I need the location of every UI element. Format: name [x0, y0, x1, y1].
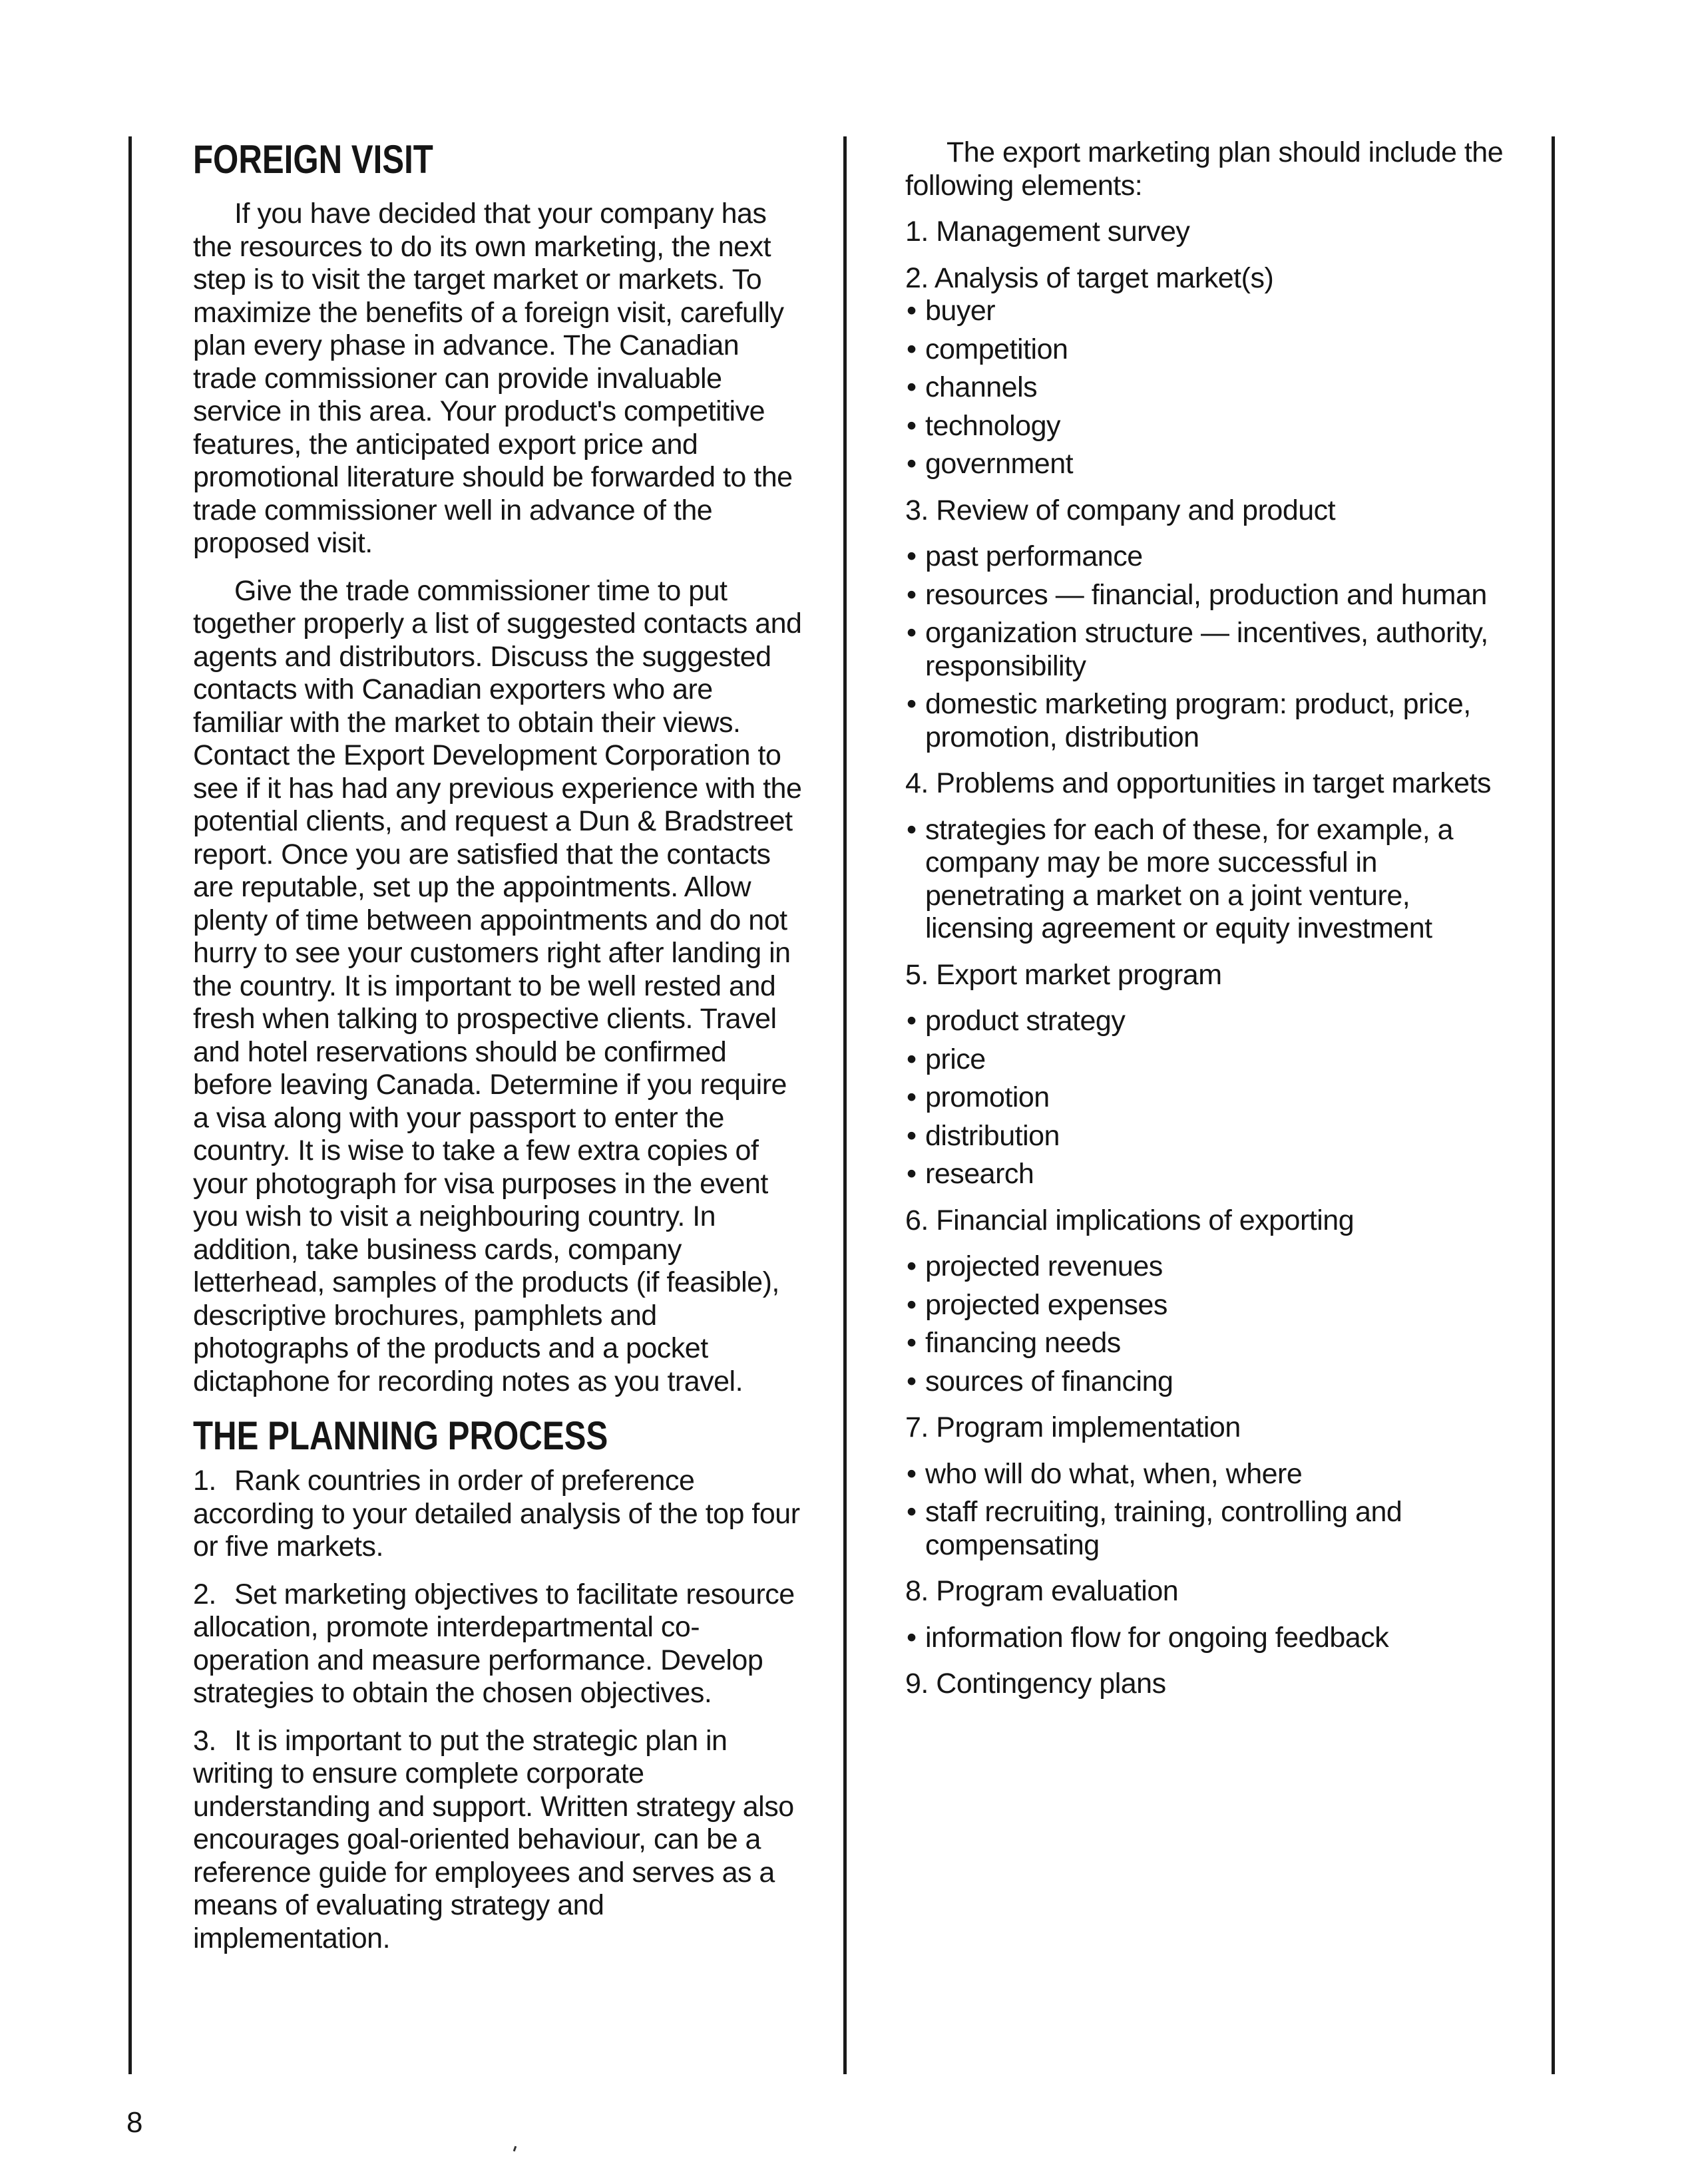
- foreign-visit-paragraph: Give the trade commissioner time to put together properly a list of suggested contacts and agents and distributors. Discuss the suggested contacts with Canadian exporters who are familiar with the market to obtain their views. Contact the Export Development Corporation to see if it has had any previous experience with the potential clients, and request a Dun & Bradstreet report. Once you are satisfied that the contacts are reputable, set up the appointments. Allow plenty of time between appointments and do not hurry to see your customers right after landing in the country. It is important to be well rested and fresh when talking to prospective clients. Travel and hotel reservations should be confirmed before leaving Canada. Determine if you require a visa along with your passport to enter the country. It is wise to take a few extra copies of your photograph for visa purposes in the event you wish to visit a neighbouring country. In addition, take business cards, company letterhead, samples of the products (if feasible), descriptive brochures, pamphlets and photographs of the products and a pocket dictaphone for recording notes as you travel.: [193, 574, 802, 1397]
- plan-bullet-text: channels: [925, 371, 1038, 403]
- plan-bullet-text: government: [925, 448, 1074, 480]
- planning-process-heading: THE PLANNING PROCESS: [193, 1413, 608, 1458]
- planning-step: [193, 1578, 802, 1710]
- bullet-icon: •: [907, 333, 917, 365]
- planning-step-text: Set marketing objectives to facilitate resource allocation, promote interdepartmental co-operation and measure performance. Develop strategies to obtain the chosen objectives.: [193, 1578, 795, 1709]
- foreign-visit-heading: FOREIGN VISIT: [193, 137, 433, 182]
- plan-bullet-item: [905, 1081, 1524, 1115]
- plan-bullet-list: [905, 1622, 1524, 1655]
- bullet-icon: •: [907, 1621, 917, 1654]
- plan-bullet-item: [905, 814, 1524, 946]
- planning-step-number: 2.: [193, 1578, 216, 1610]
- plan-bullet-list: [905, 295, 1524, 481]
- plan-bullet-item: [905, 295, 1524, 328]
- plan-bullet-text: product strategy: [925, 1005, 1126, 1037]
- bullet-icon: •: [907, 813, 917, 846]
- plan-section-heading: 2. Analysis of target market(s): [905, 262, 1274, 294]
- plan-bullet-item: [905, 333, 1524, 367]
- plan-bullet-text: domestic marketing program: product, price, promotion, distribution: [925, 688, 1471, 753]
- planning-step-text: Rank countries in order of preference according to your detailed analysis of the top four or five markets.: [193, 1465, 800, 1562]
- bullet-icon: •: [907, 1158, 917, 1190]
- plan-bullet-text: financing needs: [925, 1327, 1121, 1359]
- plan-bullet-text: technology: [925, 409, 1060, 442]
- bullet-icon: •: [907, 1005, 917, 1037]
- plan-bullet-item: [905, 1622, 1524, 1655]
- right-column: [905, 136, 1524, 1714]
- plan-bullet-item: [905, 1327, 1524, 1360]
- left-column: [193, 136, 802, 1970]
- bullet-icon: •: [907, 1365, 917, 1397]
- plan-elements-list: [905, 216, 1524, 1701]
- plan-bullet-item: [905, 1365, 1524, 1399]
- plan-bullet-item: [905, 448, 1524, 481]
- planning-step-number: 1.: [193, 1465, 216, 1497]
- plan-bullet-text: information flow for ongoing feedback: [925, 1621, 1389, 1654]
- plan-bullet-text: staff recruiting, training, controlling and compensating: [925, 1496, 1402, 1561]
- plan-bullet-text: distribution: [925, 1119, 1060, 1152]
- bullet-icon: •: [907, 409, 917, 442]
- plan-bullet-item: [905, 1289, 1524, 1322]
- bullet-icon: •: [907, 1327, 917, 1359]
- plan-bullet-text: sources of financing: [925, 1365, 1173, 1397]
- plan-bullet-text: research: [925, 1158, 1034, 1190]
- plan-bullet-text: projected expenses: [925, 1288, 1167, 1321]
- bullet-icon: •: [907, 688, 917, 720]
- plan-bullet-text: competition: [925, 333, 1068, 365]
- plan-bullet-text: resources — financial, production and human: [925, 578, 1487, 611]
- plan-bullet-text: who will do what, when, where: [925, 1457, 1303, 1490]
- plan-bullet-item: [905, 1005, 1524, 1038]
- plan-bullet-item: [905, 540, 1524, 574]
- scan-speck: [513, 2146, 517, 2152]
- bullet-icon: •: [907, 371, 917, 403]
- plan-section-heading: 3. Review of company and product: [905, 494, 1336, 526]
- bullet-icon: •: [907, 617, 917, 649]
- plan-intro-text: The export marketing plan should include the following elements:: [905, 136, 1504, 202]
- plan-bullet-text: projected revenues: [925, 1250, 1163, 1282]
- plan-section-heading: 8. Program evaluation: [905, 1575, 1179, 1607]
- plan-section-heading: 4. Problems and opportunities in target markets: [905, 767, 1491, 799]
- bullet-icon: •: [907, 1457, 917, 1490]
- planning-step: [193, 1725, 802, 1956]
- plan-bullet-text: strategies for each of these, for example, a company may be more successful in penetrating a market on a joint venture, licensing agreement or equity investment: [925, 813, 1454, 944]
- column-divider-rule: [843, 136, 847, 2074]
- plan-bullet-item: [905, 1043, 1524, 1077]
- plan-bullet-item: [905, 1120, 1524, 1153]
- bullet-icon: •: [907, 1081, 917, 1113]
- right-margin-rule: [1552, 136, 1555, 2074]
- plan-section-heading: 6. Financial implications of exporting: [905, 1204, 1355, 1236]
- left-margin-rule: [128, 136, 132, 2074]
- foreign-visit-paragraph: If you have decided that your company has the resources to do its own marketing, the next step is to visit the target market or markets. To maximize the benefits of a foreign visit, carefully plan every phase in advance. The Canadian trade commissioner can provide invaluable service in this area. Your product's competitive features, the anticipated export price and promotional literature should be forwarded to the trade commissioner well in advance of the proposed visit.: [193, 198, 793, 559]
- plan-bullet-text: past performance: [925, 540, 1143, 572]
- plan-bullet-item: [905, 371, 1524, 405]
- plan-bullet-text: price: [925, 1043, 986, 1075]
- bullet-icon: •: [907, 448, 917, 480]
- bullet-icon: •: [907, 1043, 917, 1075]
- plan-bullet-item: [905, 1458, 1524, 1491]
- plan-bullet-list: [905, 1250, 1524, 1398]
- plan-bullet-list: [905, 1005, 1524, 1191]
- planning-step-number: 3.: [193, 1724, 216, 1757]
- plan-bullet-item: [905, 1496, 1524, 1562]
- bullet-icon: •: [907, 1496, 917, 1528]
- plan-bullet-text: promotion: [925, 1081, 1050, 1113]
- plan-bullet-text: organization structure — incentives, authority, responsibility: [925, 617, 1488, 682]
- planning-step-text: It is important to put the strategic plan in writing to ensure complete corporate understanding and support. Written strategy also encourages goal-oriented behaviour, can be a reference guide for employees and serves as a means of evaluating strategy and implementation.: [193, 1724, 794, 1954]
- plan-bullet-list: [905, 540, 1524, 754]
- bullet-icon: •: [907, 1250, 917, 1282]
- plan-bullet-item: [905, 688, 1524, 754]
- planning-step: [193, 1465, 802, 1564]
- plan-section-heading: 1. Management survey: [905, 216, 1190, 248]
- plan-bullet-list: [905, 1458, 1524, 1562]
- bullet-icon: •: [907, 295, 917, 327]
- plan-section-heading: 5. Export market program: [905, 958, 1222, 991]
- plan-bullet-text: buyer: [925, 295, 996, 327]
- plan-bullet-item: [905, 579, 1524, 612]
- bullet-icon: •: [907, 1288, 917, 1321]
- bullet-icon: •: [907, 540, 917, 572]
- plan-bullet-item: [905, 1158, 1524, 1191]
- plan-section-heading: 9. Contingency plans: [905, 1668, 1166, 1700]
- plan-bullet-item: [905, 617, 1524, 683]
- plan-bullet-list: [905, 814, 1524, 946]
- bullet-icon: •: [907, 1119, 917, 1152]
- plan-section-heading: 7. Program implementation: [905, 1411, 1241, 1443]
- plan-bullet-item: [905, 1250, 1524, 1284]
- page-number: 8: [126, 2106, 143, 2139]
- bullet-icon: •: [907, 578, 917, 611]
- plan-bullet-item: [905, 410, 1524, 443]
